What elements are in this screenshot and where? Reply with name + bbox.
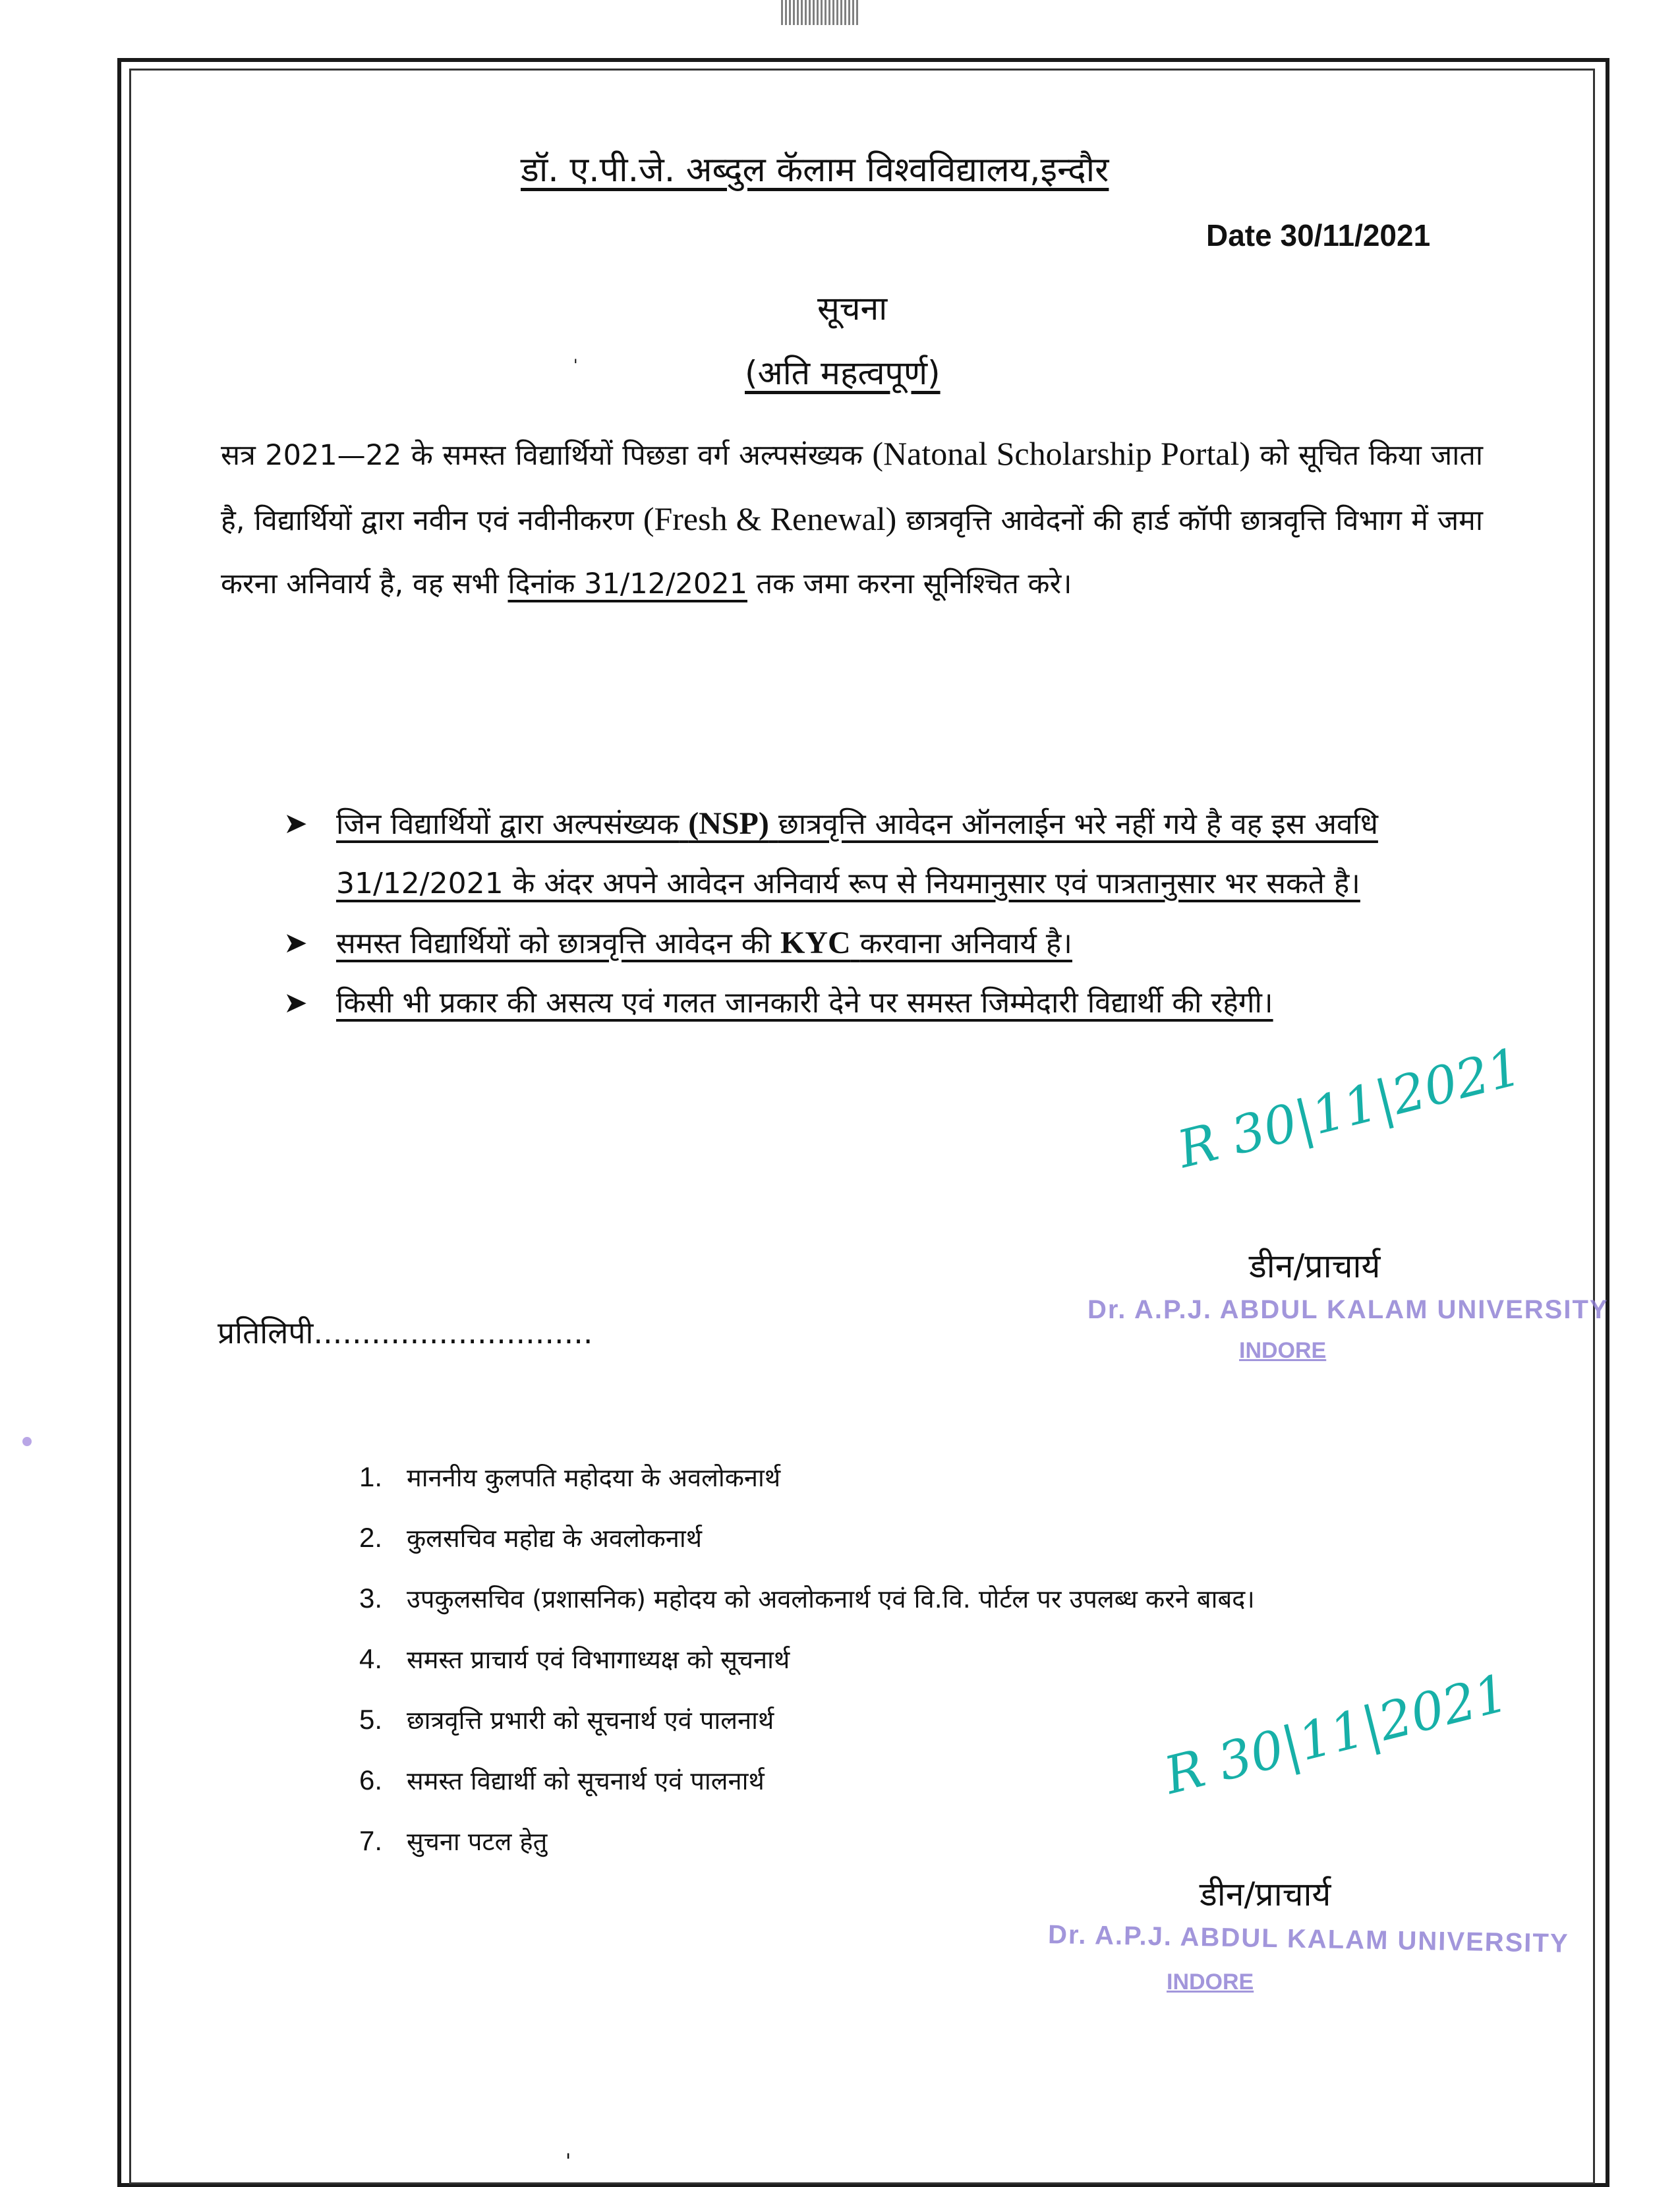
- copy-recipient: [359, 1750, 1255, 1811]
- instruction-acronym: (NSP): [688, 806, 769, 841]
- item-number: 2.: [359, 1522, 383, 1553]
- copy-recipient: [359, 1629, 1255, 1689]
- item-number: 7.: [359, 1825, 383, 1856]
- notice-importance: (अति महत्वपूर्ण): [745, 354, 941, 392]
- stray-mark: ': [573, 356, 578, 374]
- instruction-item: [283, 974, 1490, 1033]
- portal-name: (Natonal Scholarship Portal): [872, 435, 1251, 472]
- application-type: (Fresh & Renewal): [643, 500, 897, 537]
- university-stamp: Dr. A.P.J. ABDUL KALAM UNIVERSITY: [1047, 1920, 1569, 1958]
- arrow-bullet-icon: ➤: [283, 926, 308, 960]
- university-stamp-city: INDORE: [1239, 1338, 1327, 1363]
- instruction-item: [283, 794, 1490, 914]
- instruction-text: [336, 986, 1273, 1020]
- ink-speck: [22, 1437, 32, 1446]
- item-text: माननीय कुलपति महोदया के अवलोकनार्थ: [407, 1463, 781, 1492]
- item-number: 6.: [359, 1764, 383, 1795]
- due-date: दिनांक 31/12/2021: [507, 568, 747, 600]
- copy-recipient: [359, 1507, 1255, 1568]
- instruction-text-b: करवाना अनिवार्य है।: [859, 927, 1072, 960]
- item-text: छात्रवृत्ति प्रभारी को सूचनार्थ एवं पालनार्थ: [407, 1706, 774, 1735]
- item-number: 1.: [359, 1461, 383, 1492]
- instruction-text: [336, 807, 1378, 900]
- stray-mark: ': [565, 2150, 571, 2173]
- signatory-designation: डीन/प्राचार्य: [1249, 1247, 1381, 1285]
- arrow-bullet-icon: ➤: [283, 807, 308, 840]
- university-stamp-city: INDORE: [1167, 1969, 1254, 1995]
- instruction-acronym: KYC: [780, 925, 851, 960]
- copy-recipient: [359, 1447, 1255, 1507]
- para-text-1: सत्र 2021—22 के समस्त विद्यार्थियों पिछडा वर्ग अल्पसंख्यक: [221, 439, 863, 472]
- scan-artifact: [781, 0, 860, 25]
- copy-recipient: [359, 1689, 1255, 1750]
- instruction-text-a: समस्त विद्यार्थियों को छात्रवृत्ति आवेदन की: [336, 927, 771, 960]
- instruction-text-a: जिन विद्यार्थियों द्वारा अल्पसंख्यक: [336, 807, 680, 841]
- university-title: डॉ. ए.पी.जे. अब्दुल कॅलाम विश्वविद्यालय,इन्दौर: [521, 150, 1109, 190]
- para-text-4: तक जमा करना सूनिश्चित करे।: [756, 568, 1072, 600]
- item-number: 5.: [359, 1704, 383, 1735]
- instruction-text-a: किसी भी प्रकार की असत्य एवं गलत जानकारी देने पर समस्त जिम्मेदारी विद्यार्थी की रहेगी।: [336, 986, 1273, 1020]
- item-text: समस्त विद्यार्थी को सूचनार्थ एवं पालनार्थ: [407, 1766, 765, 1795]
- item-number: 4.: [359, 1643, 383, 1674]
- notice-paragraph: [221, 422, 1483, 616]
- instruction-item: [283, 914, 1490, 974]
- arrow-bullet-icon: ➤: [283, 986, 308, 1020]
- item-text: उपकुलसचिव (प्रशासनिक) महोदय को अवलोकनार्थ एवं वि.वि. पोर्टल पर उपलब्ध करने बाबद।: [407, 1585, 1255, 1614]
- notice-date: Date 30/11/2021: [1206, 218, 1431, 252]
- signatory-designation: डीन/प्राचार्य: [1200, 1875, 1331, 1913]
- copy-recipient: [359, 1811, 1255, 1871]
- instruction-list: [283, 794, 1490, 1033]
- item-text: कुलसचिव महोद्य के अवलोकनार्थ: [407, 1524, 703, 1553]
- instruction-text: [336, 927, 1072, 960]
- notice-heading: सूचना: [817, 289, 888, 328]
- copy-recipient-list: [359, 1447, 1255, 1871]
- copy-recipient: [359, 1568, 1255, 1629]
- item-text: समस्त प्राचार्य एवं विभागाध्यक्ष को सूचनार्थ: [407, 1645, 790, 1674]
- copy-to-label: प्रतिलिपी.............................: [217, 1315, 593, 1351]
- university-stamp: Dr. A.P.J. ABDUL KALAM UNIVERSITY: [1087, 1295, 1609, 1324]
- item-number: 3.: [359, 1583, 383, 1614]
- item-text: सुचना पटल हेतु: [407, 1827, 548, 1856]
- handwritten-signature: R 30|11|2021: [1159, 1663, 1515, 1806]
- para-text-2: को सूचित किया जाता है, विद्यार्थियों द्वारा नवीन एवं नवीनीकरण: [221, 439, 1483, 537]
- handwritten-signature: R 30|11|2021: [1172, 1037, 1528, 1180]
- instruction-text-b: छात्रवृत्ति आवेदन ऑनलाईन भरे नहीं गये है वह इस अवधि 31/12/2021 के अंदर अपने आवेदन अनिवार्य रूप से नियमानुसार एवं पात्रतानुसार भर सकते है।: [336, 807, 1378, 900]
- para-text-3: छात्रवृत्ति आवेदनों की हार्ड कॉपी छात्रवृत्ति विभाग में जमा करना अनिवार्य है, वह सभी: [221, 504, 1483, 600]
